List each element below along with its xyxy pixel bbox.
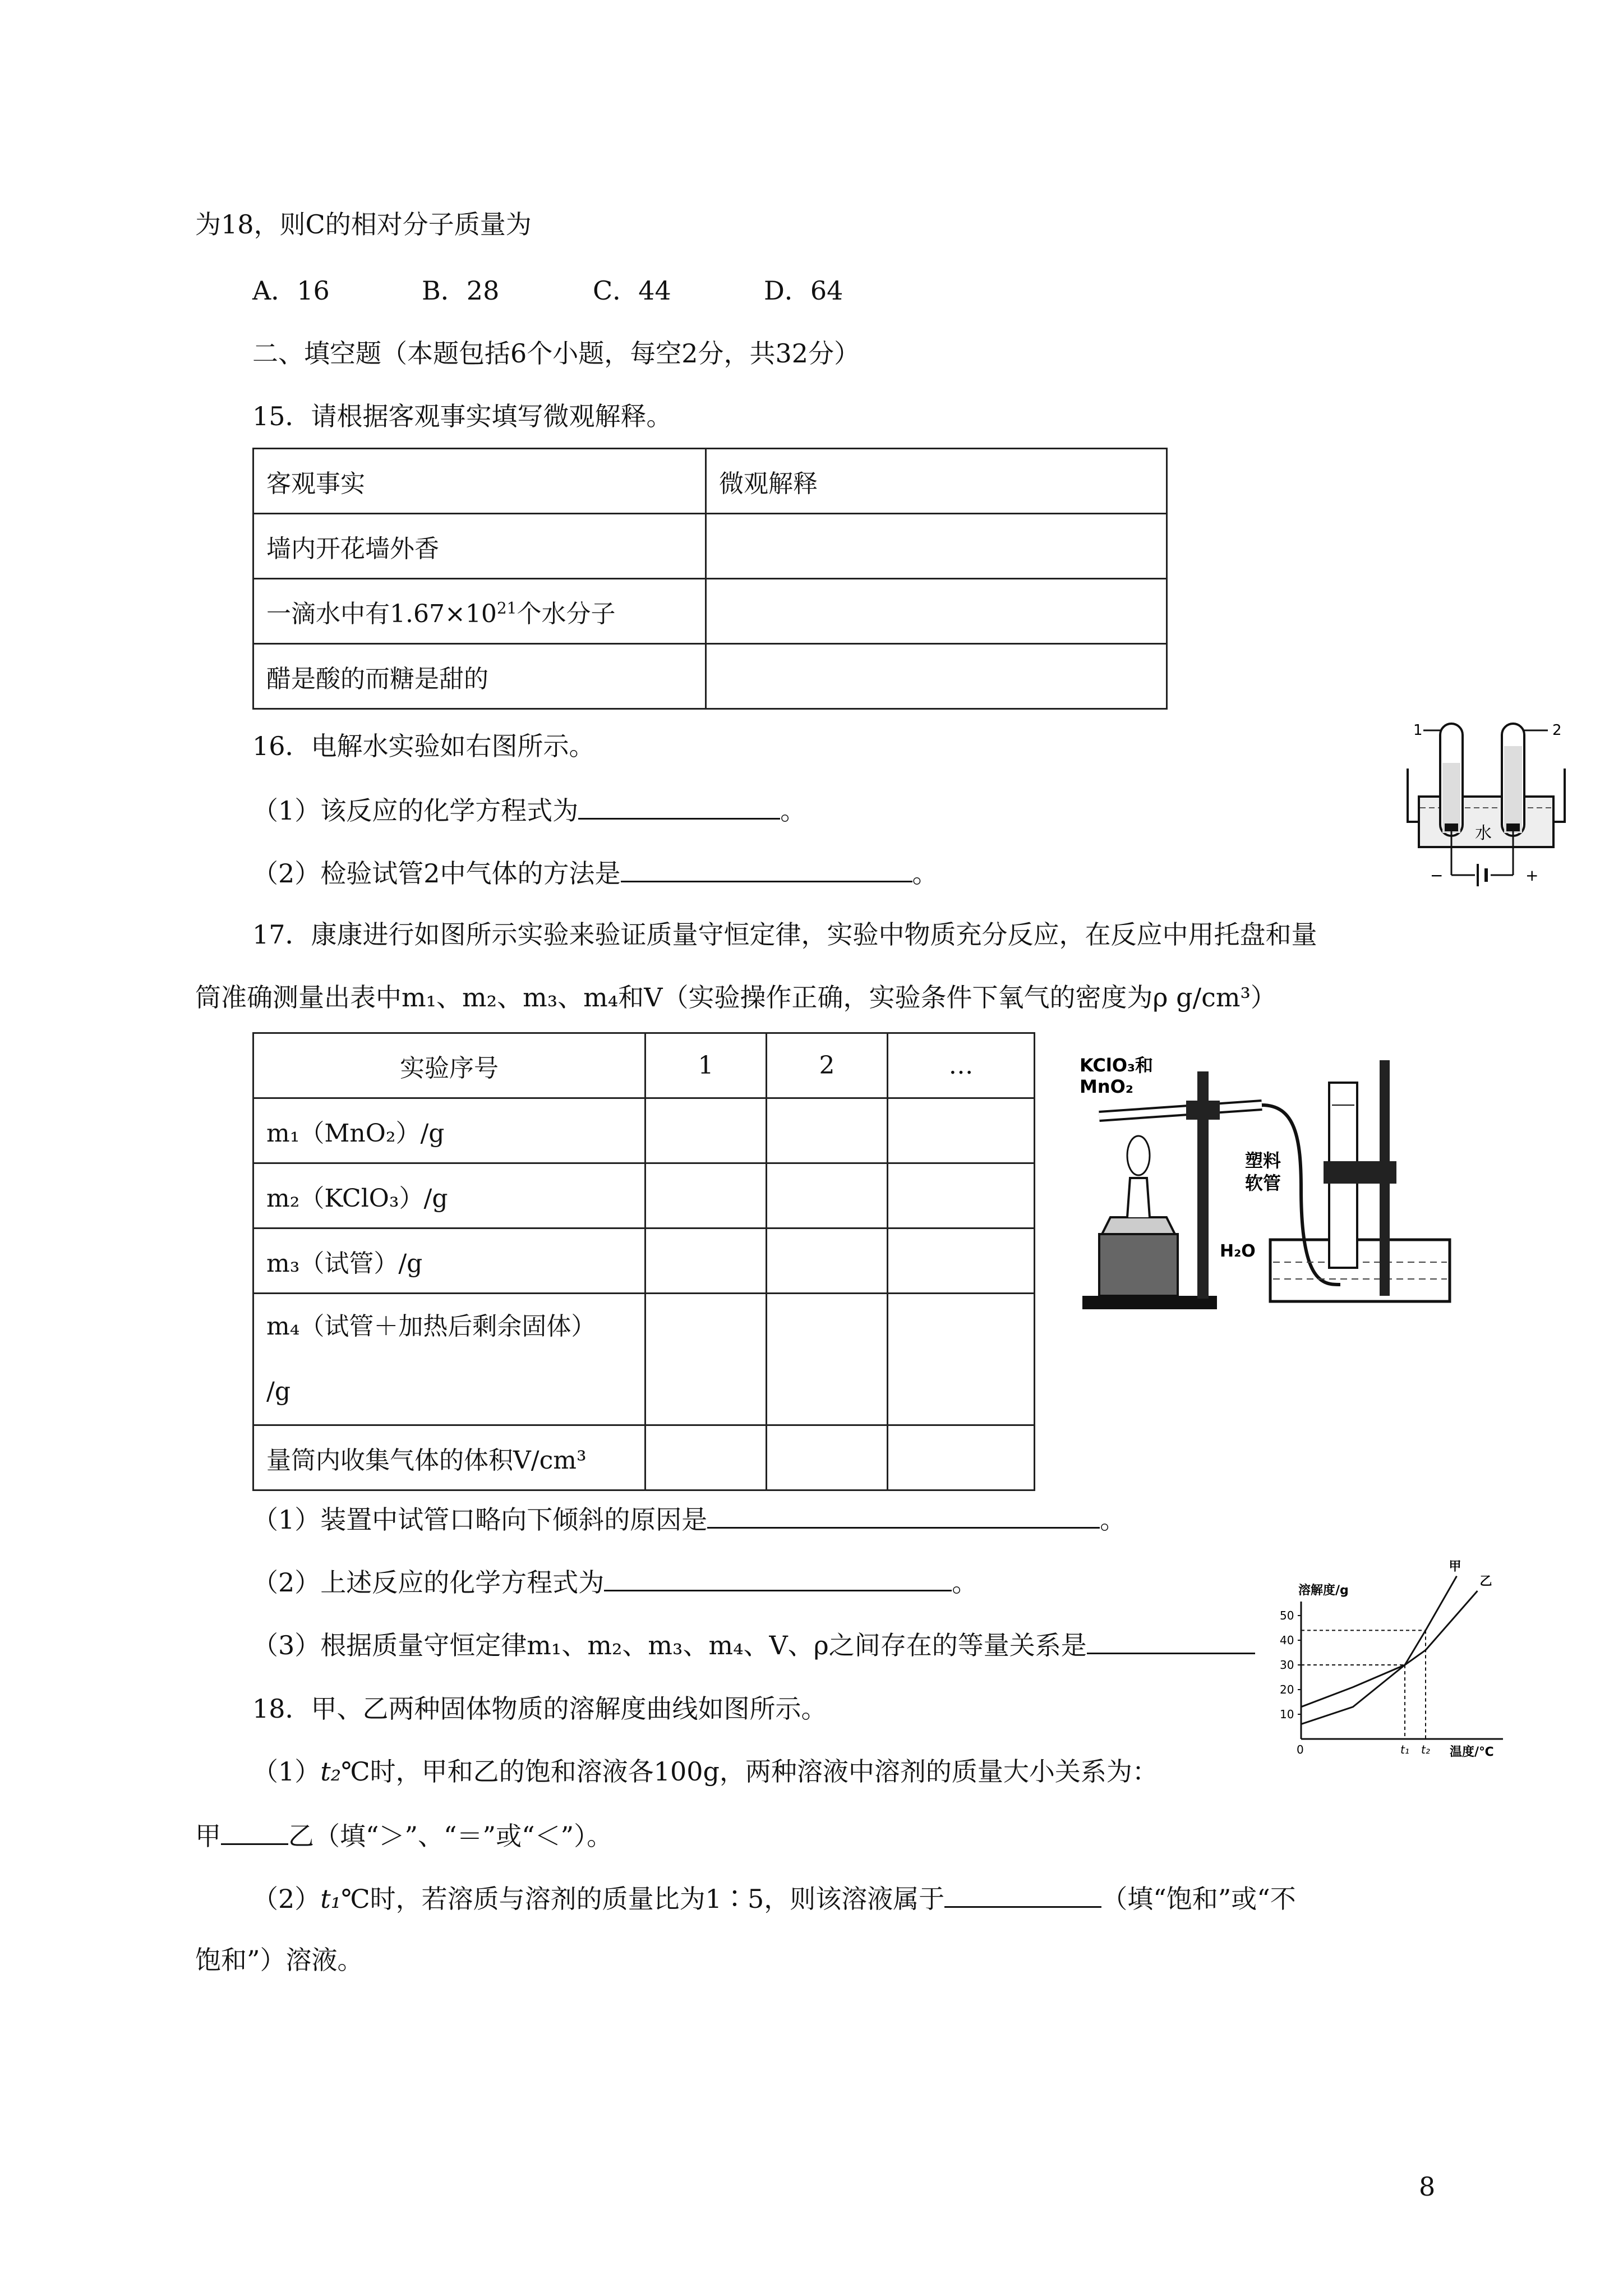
q15-table bbox=[252, 448, 1168, 710]
q15-header-fact: 客观事实 bbox=[253, 449, 706, 514]
q15-header-explain: 微观解释 bbox=[706, 449, 1167, 514]
chart-x-tick-label: 0 bbox=[1297, 1743, 1304, 1756]
answer-blank bbox=[221, 1818, 288, 1845]
q17-part3: （3）根据质量守恒定律m₁、m₂、m₃、m₄、V、ρ之间存在的等量关系是 bbox=[252, 1627, 1255, 1662]
tube-label-2: 2 bbox=[1552, 722, 1562, 739]
chart-y-tick-label: 20 bbox=[1280, 1683, 1294, 1696]
section-2-heading: 二、填空题（本题包括6个小题，每空2分，共32分） bbox=[252, 338, 860, 369]
q15-row-explain bbox=[706, 644, 1167, 709]
tube-label: 塑料 bbox=[1245, 1150, 1281, 1171]
q18-stem: 18．甲、乙两种固体物质的溶解度曲线如图所示。 bbox=[252, 1694, 827, 1724]
q18-part2: （2）t₁℃时，若溶质与溶剂的质量比为1∶5，则该溶液属于 （填“饱和”或“不 bbox=[252, 1880, 1296, 1916]
answer-blank bbox=[707, 1501, 1100, 1529]
answer-blank bbox=[621, 855, 912, 882]
q15-row-fact: 醋是酸的而糖是甜的 bbox=[253, 644, 706, 709]
chart-x-tick-label: t₁ bbox=[1400, 1743, 1409, 1756]
answer-blank bbox=[578, 792, 780, 820]
q17-line2: 筒准确测量出表中m₁、m₂、m₃、m₄和V（实验操作正确，实验条件下氧气的密度为ρ g/cm³） bbox=[195, 982, 1276, 1013]
q14-option-c: C．44 bbox=[593, 275, 671, 306]
chart-series-label: 乙 bbox=[1479, 1575, 1492, 1589]
q17-part2: （2）上述反应的化学方程式为 。 bbox=[252, 1564, 978, 1599]
chart-series-line bbox=[1301, 1576, 1457, 1724]
q16-part2: （2）检验试管2中气体的方法是 。 bbox=[252, 855, 938, 890]
q15-stem: 15．请根据客观事实填写微观解释。 bbox=[252, 401, 672, 431]
solubility-chart bbox=[1273, 1559, 1514, 1767]
q15-row-fact: 墙内开花墙外香 bbox=[253, 514, 706, 579]
q18-part2-line2: 饱和”）溶液。 bbox=[195, 1945, 363, 1975]
answer-blank bbox=[1087, 1627, 1255, 1654]
q17-row-label: m₄（试管＋加热后剩余固体） /g bbox=[253, 1294, 645, 1425]
chart-y-tick-label: 30 bbox=[1280, 1658, 1294, 1672]
q15-row-fact: 一滴水中有$1.67\times 10^{21}$个水分子 bbox=[253, 579, 706, 644]
q17-row-label: m₁（MnO₂）/g bbox=[253, 1098, 645, 1163]
oxygen-apparatus-figure bbox=[1077, 1049, 1469, 1313]
tube-label-2: 软管 bbox=[1245, 1172, 1281, 1194]
q17-header-2: 2 bbox=[766, 1033, 887, 1098]
water-label: H₂O bbox=[1220, 1241, 1256, 1261]
answer-blank bbox=[604, 1564, 952, 1591]
q17-header-1: 1 bbox=[645, 1033, 767, 1098]
chart-xlabel: 温度/℃ bbox=[1450, 1745, 1494, 1759]
water-label: 水 bbox=[1475, 823, 1492, 843]
page-number: 8 bbox=[1419, 2171, 1436, 2202]
chart-y-tick-label: 50 bbox=[1280, 1609, 1294, 1622]
q17-part1: （1）装置中试管口略向下倾斜的原因是 。 bbox=[252, 1501, 1126, 1536]
q15-row-explain bbox=[706, 514, 1167, 579]
chart-x-tick-label: t₂ bbox=[1421, 1743, 1430, 1756]
q14-continuation: 为18，则C的相对分子质量为 bbox=[195, 209, 532, 240]
chart-y-tick-label: 10 bbox=[1280, 1708, 1294, 1721]
q14-option-d: D．64 bbox=[764, 275, 843, 306]
reagent-label-2: MnO₂ bbox=[1080, 1076, 1133, 1097]
negative-terminal: − bbox=[1430, 866, 1444, 885]
chart-ylabel: 溶解度/g bbox=[1298, 1584, 1349, 1598]
q18-part1-line2: 甲 乙（填“＞”、“＝”或“＜”）。 bbox=[195, 1818, 612, 1853]
answer-blank bbox=[944, 1880, 1101, 1908]
electrolysis-figure bbox=[1396, 712, 1576, 892]
q17-header-more: … bbox=[887, 1033, 1034, 1098]
q17-row-label: 量筒内收集气体的体积V/cm³ bbox=[253, 1425, 645, 1490]
chart-y-tick-label: 40 bbox=[1280, 1634, 1294, 1647]
q14-option-b: B．28 bbox=[422, 275, 500, 306]
q17-header-seq: 实验序号 bbox=[253, 1033, 645, 1098]
positive-terminal: + bbox=[1525, 866, 1539, 885]
q17-row-label: m₂（KClO₃）/g bbox=[253, 1163, 645, 1228]
q17-line1: 17．康康进行如图所示实验来验证质量守恒定律，实验中物质充分反应，在反应中用托盘和量 bbox=[252, 919, 1317, 950]
q14-option-a: A．16 bbox=[252, 275, 330, 306]
tube-label-1: 1 bbox=[1413, 722, 1423, 739]
q16-part1: （1）该反应的化学方程式为 。 bbox=[252, 792, 806, 827]
chart-series-label: 甲 bbox=[1449, 1559, 1461, 1574]
q15-row-explain bbox=[706, 579, 1167, 644]
q17-row-label: m₃（试管）/g bbox=[253, 1228, 645, 1294]
q17-table bbox=[252, 1032, 1035, 1491]
chart-series-line bbox=[1301, 1591, 1478, 1707]
q16-stem: 16．电解水实验如右图所示。 bbox=[252, 731, 595, 761]
reagent-label: KClO₃和 bbox=[1080, 1055, 1154, 1076]
q18-part1: （1）t₂℃时，甲和乙的饱和溶液各100g，两种溶液中溶剂的质量大小关系为： bbox=[252, 1756, 1158, 1787]
